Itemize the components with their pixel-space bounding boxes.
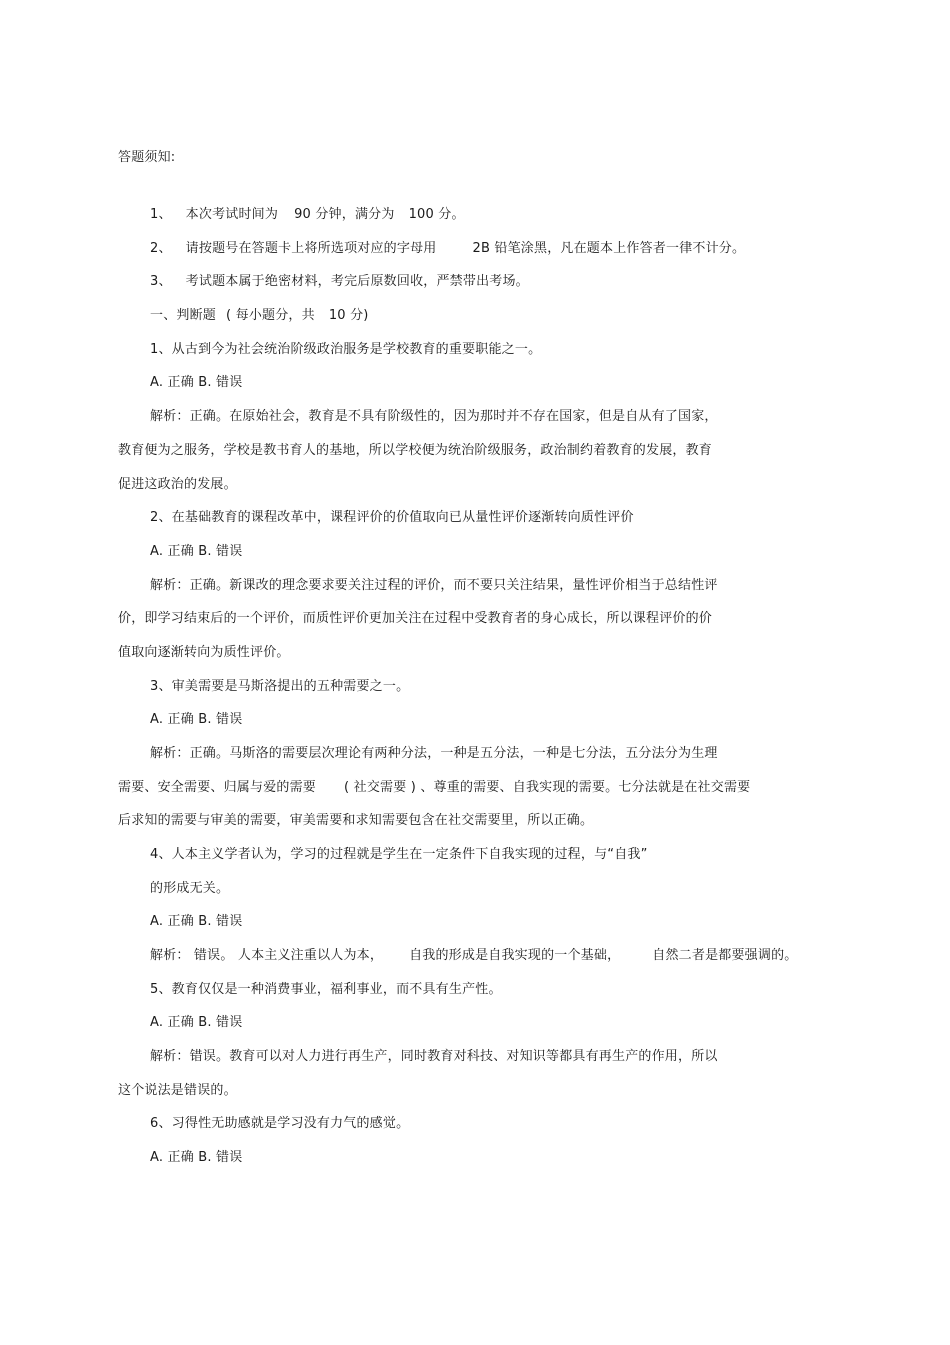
analysis-line: 解析： 错误。 人本主义注重以人为本， 自我的形成是自我实现的一个基础， 自然二者是都要强调的。 bbox=[150, 948, 798, 963]
question-stem: 3、审美需要是马斯洛提出的五种需要之一。 bbox=[150, 679, 410, 694]
question-options: A. 正确 B. 错误 bbox=[150, 1150, 243, 1165]
notice-number: 3、 bbox=[150, 274, 172, 289]
question-stem: 1、从古到今为社会统治阶级政治服务是学校教育的重要职能之一。 bbox=[150, 342, 542, 357]
notice-heading: 答题须知: bbox=[118, 150, 176, 165]
question-stem: 6、习得性无助感就是学习没有力气的感觉。 bbox=[150, 1116, 410, 1131]
question-options: A. 正确 B. 错误 bbox=[150, 1015, 243, 1030]
question-options: A. 正确 B. 错误 bbox=[150, 914, 243, 929]
notice-number: 1、 bbox=[150, 207, 172, 222]
analysis-line: 需要、安全需要、归属与爱的需要 ( 社交需要 ) 、尊重的需要、自我实现的需要。七分法就是在社交需要 bbox=[118, 780, 751, 795]
notice-item-1 bbox=[150, 206, 465, 224]
notice-number: 2、 bbox=[150, 241, 172, 256]
analysis-line: 解析：正确。新课改的理念要求要关注过程的评价，而不要只关注结果，量性评价相当于总结性评 bbox=[150, 578, 718, 593]
question-stem: 4、人本主义学者认为，学习的过程就是学生在一定条件下自我实现的过程，与“自我” bbox=[150, 847, 648, 862]
analysis-line: 解析：错误。教育可以对人力进行再生产，同时教育对科技、对知识等都具有再生产的作用，所以 bbox=[150, 1049, 718, 1064]
analysis-line: 解析：正确。马斯洛的需要层次理论有两种分法，一种是五分法，一种是七分法，五分法分为生理 bbox=[150, 746, 718, 761]
question-stem-cont: 的形成无关。 bbox=[150, 881, 230, 896]
notice-text: 2B 铅笔涂黑，凡在题本上作答者一律不计分。 bbox=[472, 241, 746, 256]
analysis-line: 解析：正确。在原始社会，教育是不具有阶级性的，因为那时并不存在国家，但是自从有了国家， bbox=[150, 409, 718, 424]
analysis-line: 价，即学习结束后的一个评价，而质性评价更加关注在过程中受教育者的身心成长，所以课程评价的价 bbox=[118, 611, 713, 626]
question-stem: 2、在基础教育的课程改革中，课程评价的价值取向已从量性评价逐渐转向质性评价 bbox=[150, 510, 634, 525]
notice-text: 100 分。 bbox=[408, 207, 465, 222]
notice-item-2 bbox=[150, 240, 745, 258]
analysis-line: 值取向逐渐转向为质性评价。 bbox=[118, 645, 290, 660]
question-options: A. 正确 B. 错误 bbox=[150, 712, 243, 727]
question-options: A. 正确 B. 错误 bbox=[150, 375, 243, 390]
analysis-line: 这个说法是错误的。 bbox=[118, 1083, 237, 1098]
section-title: 一、判断题 ( 每小题分，共 10 分) bbox=[150, 308, 369, 323]
notice-text: 本次考试时间为 bbox=[185, 207, 279, 222]
analysis-line: 促进这政治的发展。 bbox=[118, 477, 237, 492]
notice-text: 考试题本属于绝密材料，考完后原数回收，严禁带出考场。 bbox=[185, 274, 529, 289]
notice-item-3 bbox=[150, 273, 529, 291]
analysis-line: 后求知的需要与审美的需要，审美需要和求知需要包含在社交需要里，所以正确。 bbox=[118, 813, 594, 828]
question-stem: 5、教育仅仅是一种消费事业，福利事业，而不具有生产性。 bbox=[150, 982, 502, 997]
notice-text: 请按题号在答题卡上将所选项对应的字母用 bbox=[185, 241, 437, 256]
question-options: A. 正确 B. 错误 bbox=[150, 544, 243, 559]
analysis-line: 教育便为之服务，学校是教书育人的基地，所以学校便为统治阶级服务，政治制约着教育的发展，教育 bbox=[118, 443, 713, 458]
notice-text: 90 分钟，满分为 bbox=[294, 207, 395, 222]
